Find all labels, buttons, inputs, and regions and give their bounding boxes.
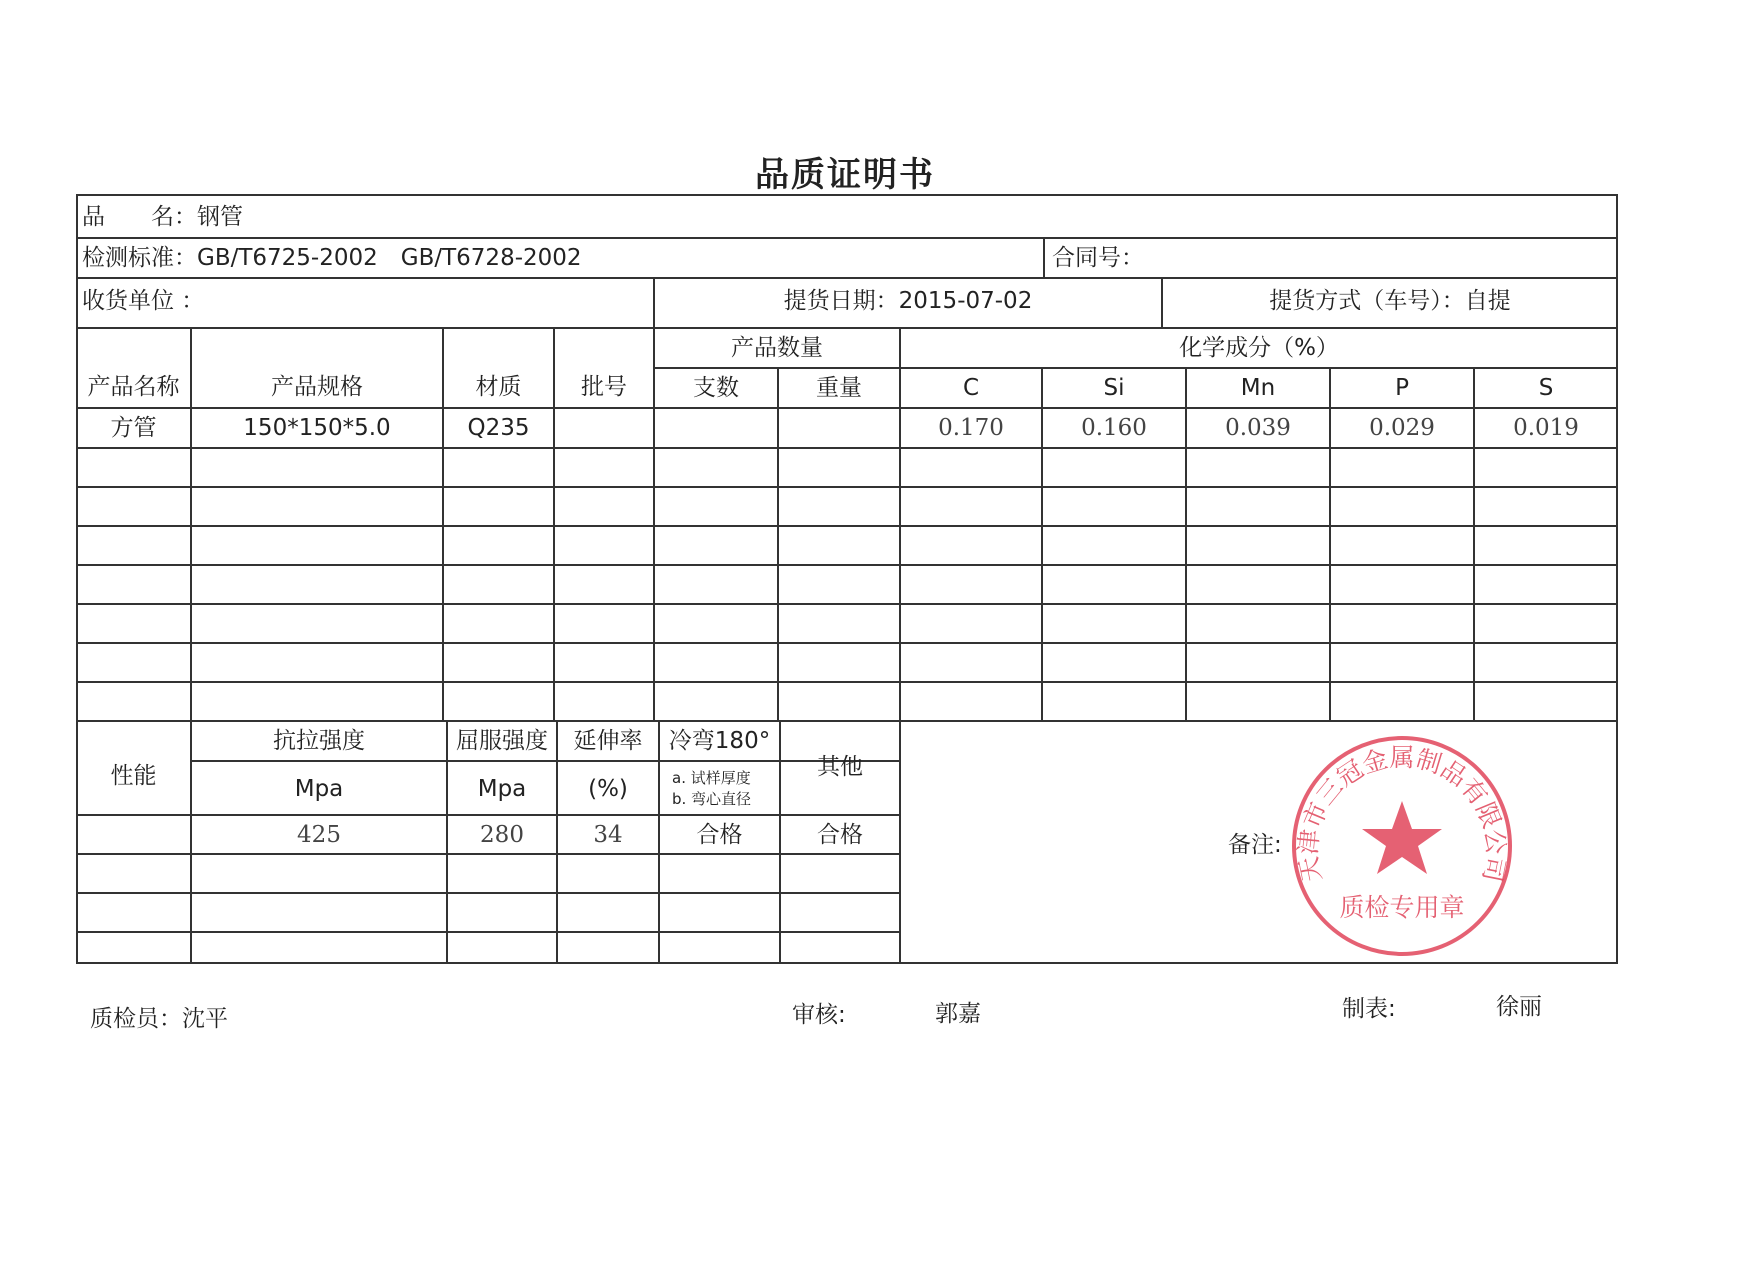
col-header-si: Si (1103, 375, 1125, 401)
cell-spec: 150*150*5.0 (243, 415, 391, 441)
cell-s: 0.019 (1513, 415, 1579, 441)
bend-header: 冷弯180° (668, 728, 771, 754)
reviewer-label: 审核: (792, 1002, 846, 1028)
cell-material: Q235 (467, 415, 530, 441)
col-header-batch: 批号 (581, 374, 627, 400)
stamp-center-text: 质检专用章 (1339, 893, 1465, 922)
document-title: 品质证明书 (755, 155, 935, 195)
cell-product: 方管 (110, 415, 157, 441)
cell-p: 0.029 (1369, 415, 1435, 441)
delivery-date-field: 提货日期：2015-07-02 (783, 288, 1033, 314)
elongation-unit: (%) (588, 776, 628, 802)
col-header-material: 材质 (475, 374, 522, 400)
bend-note-b: b. 弯心直径 (672, 790, 752, 808)
tensile-value: 425 (297, 822, 341, 848)
group-header-chemistry: 化学成分（%） (1179, 335, 1339, 361)
cell-si: 0.160 (1081, 415, 1147, 441)
col-header-c: C (962, 375, 980, 401)
stamp-ring-text: 天津市三冠金属制品有限公司 (1293, 743, 1511, 885)
cell-mn: 0.039 (1225, 415, 1291, 441)
maker-label: 制表: (1342, 996, 1396, 1022)
group-header-quantity: 产品数量 (731, 335, 823, 361)
col-header-product: 产品名称 (87, 374, 180, 400)
other-header: 其他 (817, 754, 863, 780)
elongation-value: 34 (593, 822, 623, 848)
quality-stamp (1287, 731, 1517, 961)
remarks-label: 备注: (1228, 832, 1282, 858)
elongation-header: 延伸率 (573, 728, 643, 754)
col-header-weight: 重量 (816, 375, 862, 401)
col-header-mn: Mn (1240, 375, 1276, 401)
yield-value: 280 (480, 822, 524, 848)
receiver-field: 收货单位 ： (82, 288, 205, 314)
contract-number-field: 合同号： (1052, 245, 1144, 271)
col-header-spec: 产品规格 (271, 374, 363, 400)
yield-header: 屈服强度 (456, 728, 548, 754)
bend-note-a: a. 试样厚度 (672, 769, 751, 787)
inspector-signature: 质检员：沈平 (90, 1006, 228, 1032)
tensile-unit: Mpa (294, 776, 344, 802)
bend-value: 合格 (696, 822, 743, 848)
col-header-p: P (1395, 375, 1409, 401)
performance-label: 性能 (110, 763, 157, 789)
delivery-method-field: 提货方式（车号）：自提 (1269, 288, 1511, 314)
tensile-header: 抗拉强度 (273, 728, 365, 754)
other-value: 合格 (817, 822, 863, 848)
cell-c: 0.170 (938, 415, 1004, 441)
col-header-pieces: 支数 (693, 375, 739, 401)
stamp-star-icon (1362, 801, 1442, 874)
reviewer-name: 郭嘉 (935, 1001, 981, 1027)
standard-field: 检测标准：GB/T6725-2002 GB/T6728-2002 (82, 245, 582, 271)
product-name-field: 品 名：钢管 (82, 204, 243, 230)
maker-name: 徐丽 (1496, 994, 1542, 1020)
yield-unit: Mpa (477, 776, 527, 802)
col-header-s: S (1538, 375, 1554, 401)
